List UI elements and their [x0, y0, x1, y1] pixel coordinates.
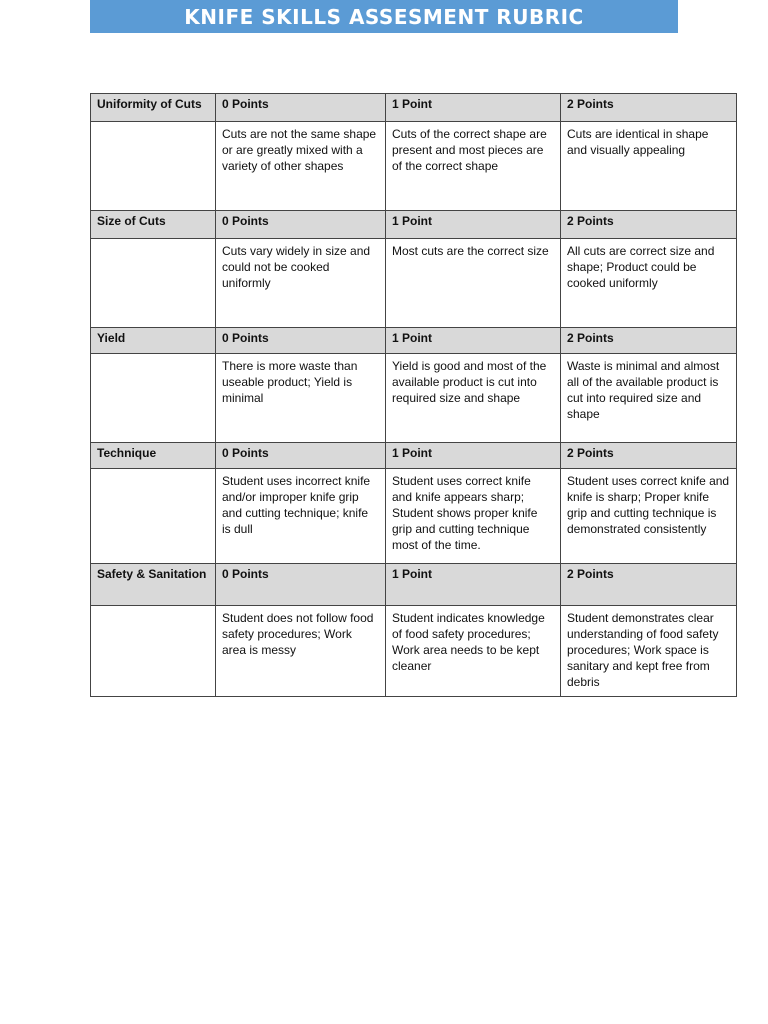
rubric-table — [90, 93, 737, 697]
level-label: 0 Points — [216, 564, 386, 606]
level-label: 1 Point — [386, 443, 561, 469]
level-label: 2 Points — [561, 211, 737, 239]
level-description: Cuts vary widely in size and could not be cooked uniformly — [216, 239, 386, 328]
level-label: 0 Points — [216, 443, 386, 469]
empty-cell — [91, 122, 216, 211]
level-description: Cuts are not the same shape or are greatly mixed with a variety of other shapes — [216, 122, 386, 211]
criterion-description-row — [91, 469, 737, 564]
level-description: Cuts are identical in shape and visually appealing — [561, 122, 737, 211]
title-banner — [90, 0, 678, 33]
criterion-description-row — [91, 122, 737, 211]
page-title: KNIFE SKILLS ASSESMENT RUBRIC — [184, 4, 584, 29]
criterion-description-row — [91, 239, 737, 328]
criterion-header-row — [91, 211, 737, 239]
level-description: Student indicates knowledge of food safety procedures; Work area needs to be kept cleaner — [386, 606, 561, 697]
criterion-name: Size of Cuts — [91, 211, 216, 239]
level-description: Student uses correct knife and knife appears sharp; Student shows proper knife grip and cutting technique most of the time. — [386, 469, 561, 564]
empty-cell — [91, 469, 216, 564]
criterion-header-row — [91, 564, 737, 606]
criterion-name: Technique — [91, 443, 216, 469]
criterion-header-row — [91, 94, 737, 122]
level-description: Waste is minimal and almost all of the available product is cut into required size and shape — [561, 354, 737, 443]
criterion-header-row — [91, 328, 737, 354]
criterion-name: Uniformity of Cuts — [91, 94, 216, 122]
empty-cell — [91, 606, 216, 697]
criterion-name: Safety & Sanitation — [91, 564, 216, 606]
level-label: 2 Points — [561, 328, 737, 354]
criterion-name: Yield — [91, 328, 216, 354]
level-label: 2 Points — [561, 443, 737, 469]
level-label: 0 Points — [216, 211, 386, 239]
criterion-description-row — [91, 354, 737, 443]
level-description: Student demonstrates clear understanding of food safety procedures; Work space is sanitary and kept free from debris — [561, 606, 737, 697]
level-label: 0 Points — [216, 94, 386, 122]
level-description: Student uses correct knife and knife is sharp; Proper knife grip and cutting technique is demonstrated consistently — [561, 469, 737, 564]
level-description: Student does not follow food safety procedures; Work area is messy — [216, 606, 386, 697]
empty-cell — [91, 354, 216, 443]
level-label: 2 Points — [561, 94, 737, 122]
level-description: There is more waste than useable product; Yield is minimal — [216, 354, 386, 443]
level-label: 1 Point — [386, 564, 561, 606]
criterion-header-row — [91, 443, 737, 469]
level-label: 2 Points — [561, 564, 737, 606]
criterion-description-row — [91, 606, 737, 697]
empty-cell — [91, 239, 216, 328]
level-description: Student uses incorrect knife and/or improper knife grip and cutting technique; knife is dull — [216, 469, 386, 564]
level-description: Yield is good and most of the available product is cut into required size and shape — [386, 354, 561, 443]
level-description: Most cuts are the correct size — [386, 239, 561, 328]
level-label: 0 Points — [216, 328, 386, 354]
level-label: 1 Point — [386, 211, 561, 239]
level-label: 1 Point — [386, 328, 561, 354]
level-label: 1 Point — [386, 94, 561, 122]
level-description: All cuts are correct size and shape; Product could be cooked uniformly — [561, 239, 737, 328]
level-description: Cuts of the correct shape are present and most pieces are of the correct shape — [386, 122, 561, 211]
